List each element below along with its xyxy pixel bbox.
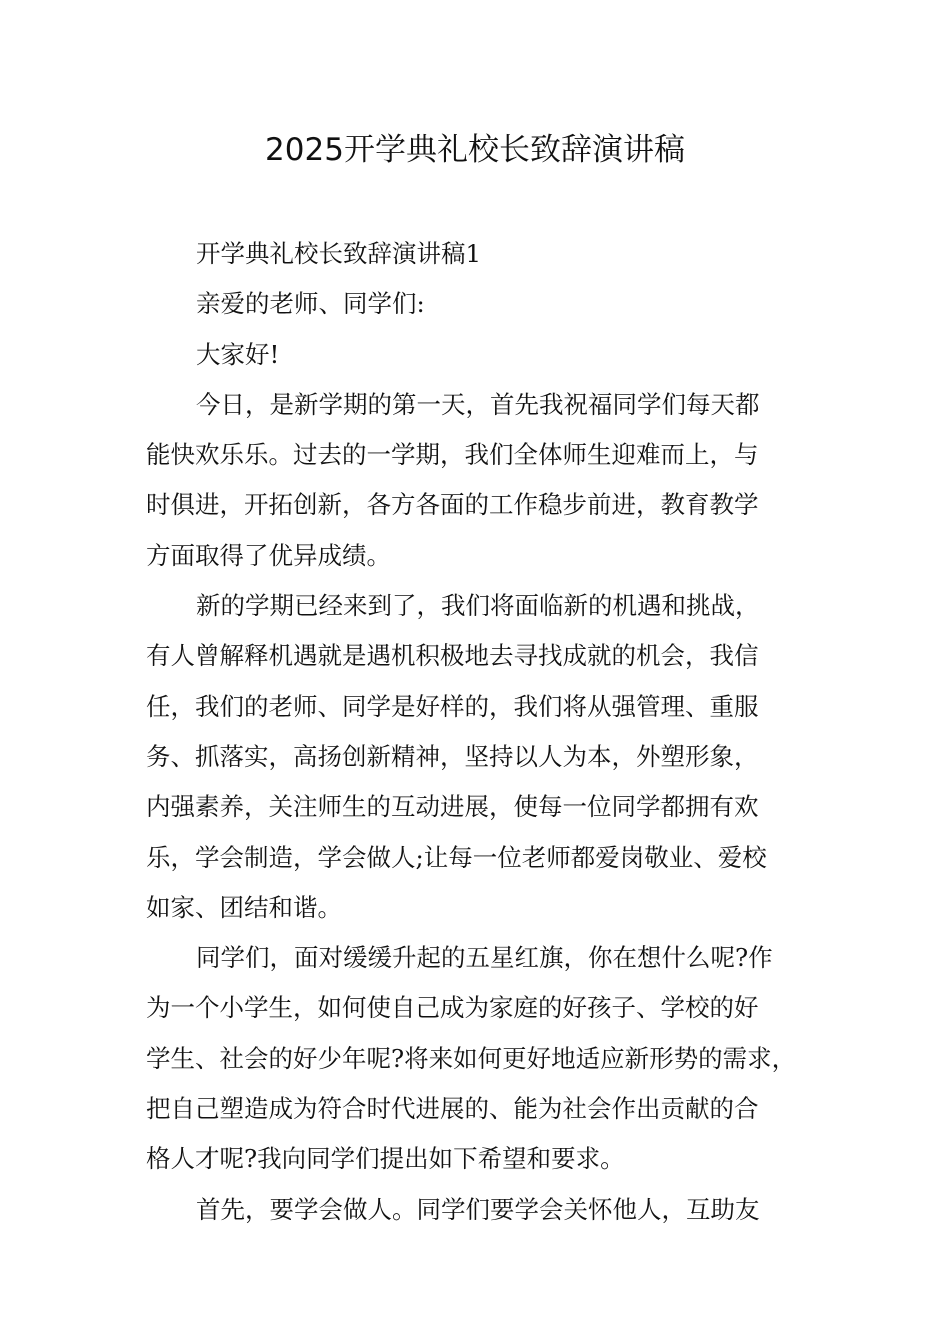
text-line: 首先，要学会做人。同学们要学会关怀他人，互助友 (196, 1194, 760, 1224)
paragraph (146, 1185, 806, 1235)
document-title: 2025开学典礼校长致辞演讲稿 (265, 132, 685, 168)
text-line: 把自己塑造成为符合时代进展的、能为社会作出贡献的合 (146, 1094, 759, 1124)
text-line: 为一个小学生，如何使自己成为家庭的好孩子、学校的好 (146, 993, 759, 1023)
text-line: 同学们，面对缓缓升起的五星红旗，你在想什么呢?作 (196, 943, 773, 973)
text-line: 务、抓落实，高扬创新精神，坚持以人为本，外塑形象， (146, 741, 759, 771)
text-line: 内强素养，关注师生的互动进展，使每一位同学都拥有欢 (146, 792, 759, 822)
paragraph (146, 330, 806, 380)
text-line: 方面取得了优异成绩。 (146, 540, 391, 570)
paragraph (146, 229, 806, 279)
text-line: 时俱进，开拓创新，各方各面的工作稳步前进，教育教学 (146, 490, 759, 520)
text-line: 乐，学会制造，学会做人;让每一位老师都爱岗敬业、爱校 (146, 842, 767, 872)
paragraph (146, 279, 806, 329)
text-line: 大家好! (196, 339, 280, 369)
text-line: 学生、社会的好少年呢?将来如何更好地适应新形势的需求， (146, 1043, 797, 1073)
text-line: 亲爱的老师、同学们: (196, 289, 425, 319)
text-line: 如家、团结和谐。 (146, 892, 342, 922)
text-line: 开学典礼校长致辞演讲稿1 (196, 239, 482, 268)
paragraph (146, 581, 806, 933)
paragraph (146, 380, 806, 581)
text-line: 今日，是新学期的第一天，首先我祝福同学们每天都 (196, 389, 760, 419)
document-body (146, 229, 806, 1235)
text-line: 有人曾解释机遇就是遇机积极地去寻找成就的机会，我信 (146, 641, 759, 671)
text-line: 任，我们的老师、同学是好样的，我们将从强管理、重服 (146, 691, 759, 721)
text-line: 格人才呢?我向同学们提出如下希望和要求。 (146, 1144, 625, 1174)
text-line: 能快欢乐乐。过去的一学期，我们全体师生迎难而上，与 (146, 440, 759, 470)
text-line: 新的学期已经来到了，我们将面临新的机遇和挑战， (196, 591, 760, 621)
paragraph (146, 933, 806, 1184)
